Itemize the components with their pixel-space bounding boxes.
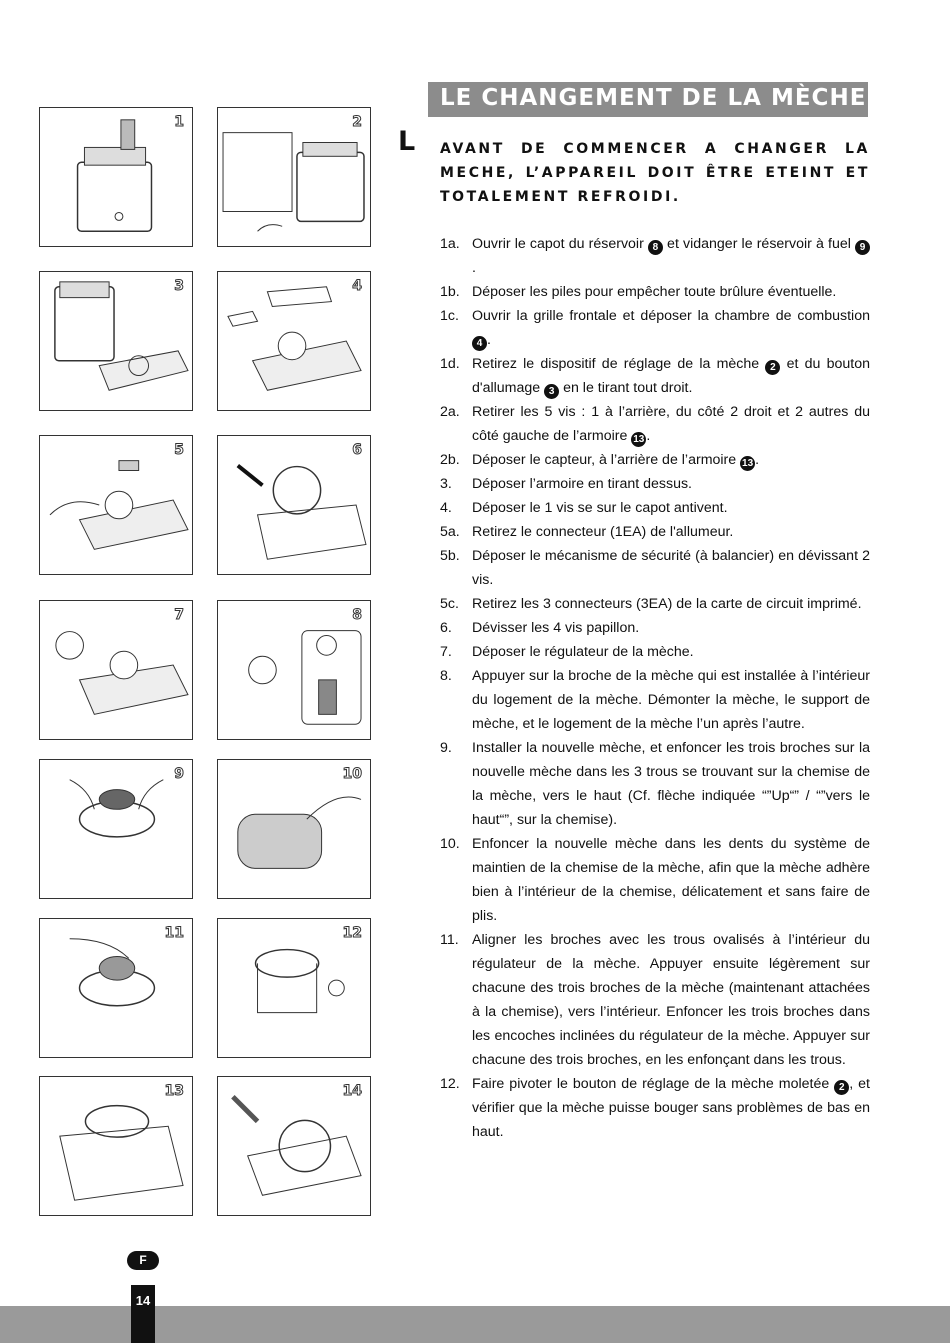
figure-number: 5: [174, 442, 184, 458]
figure-panel-2: [217, 107, 371, 247]
figure-panel-11: [39, 918, 193, 1058]
figure-number: 9: [174, 766, 184, 782]
step-text-part: Ouvrir le capot du réservoir: [472, 236, 648, 252]
step-text-part: Déposer le 1 vis se sur le capot antivent.: [472, 500, 728, 516]
step-text-part: Déposer le régulateur de la mèche.: [472, 644, 694, 660]
step-text: [472, 928, 870, 1072]
instruction-step: [440, 352, 870, 400]
language-badge: F: [127, 1251, 159, 1270]
step-text-part: Enfoncer la nouvelle mèche dans les dents du système de maintien de la chemise de la mèche, afin que la mèche adhère bien à l’intérieur de la chemise, délicatement et sans faire de plis.: [472, 836, 870, 924]
instruction-step: [440, 520, 870, 544]
step-text: [472, 592, 870, 616]
instruction-step: [440, 232, 870, 280]
step-label: 10.: [440, 836, 460, 852]
figure-number: 14: [342, 1083, 362, 1099]
step-label: 3.: [440, 476, 452, 492]
step-text-part: Faire pivoter le bouton de réglage de la mèche moletée: [472, 1076, 835, 1092]
step-label: 2a.: [440, 404, 460, 420]
step-text: [472, 232, 870, 280]
step-label: 2b.: [440, 452, 460, 468]
step-text-part: .: [646, 428, 651, 444]
part-number-badge: 13: [633, 434, 645, 445]
figure-panel-5: [39, 435, 193, 575]
step-text-part: Retirez les 3 connecteurs (3EA) de la carte de circuit imprimé.: [472, 596, 862, 612]
wick-parts-illustration: [218, 601, 370, 739]
instruction-step: [440, 544, 870, 592]
step-label: 1d.: [440, 356, 460, 372]
screw-removal-illustration: [218, 436, 370, 574]
wick-mechanism-illustration: [40, 601, 192, 739]
step-text-part: Dévisser les 4 vis papillon.: [472, 620, 640, 636]
step-label: 5b.: [440, 548, 460, 564]
instruction-step: [440, 1072, 870, 1144]
instruction-step: [440, 472, 870, 496]
step-text-part: Ouvrir la grille frontale et déposer la chambre de combustion: [472, 308, 870, 324]
part-number-badge: 4: [472, 336, 487, 351]
figure-number: 4: [352, 278, 362, 294]
part-number-badge: 2: [765, 360, 780, 375]
page-number-tab: [131, 1285, 155, 1343]
step-text-part: Déposer le capteur, à l’arrière de l’armoire: [472, 452, 741, 468]
step-text-part: Aligner les broches avec les trous ovalisés à l’intérieur du régulateur de la mèche. Appuyer ensuite légèrement sur chacune des trois broches de la mèche (maintenant attachées à la chemise), vers l’intérieur. Enfoncer les trois broches dans les encoches inclinées du régulateur de la mèche. Appuyer sur chacune des trois broches, en les enfonçant dans les trous.: [472, 932, 870, 1068]
part-number-badge: 2: [834, 1080, 849, 1095]
instruction-step: [440, 304, 870, 352]
figure-number: 8: [352, 607, 362, 623]
step-text-part: Déposer les piles pour empêcher toute brûlure éventuelle.: [472, 284, 837, 300]
step-text: [472, 280, 870, 304]
step-label: 6.: [440, 620, 452, 636]
heater-tank-removal-illustration: [40, 108, 192, 246]
figure-panel-7: [39, 600, 193, 740]
instruction-step: [440, 280, 870, 304]
figure-panel-12: [217, 918, 371, 1058]
step-text-part: Retirez le dispositif de réglage de la mèche: [472, 356, 766, 372]
step-text: [472, 400, 870, 448]
part-number-badge: 13: [742, 458, 754, 469]
figure-panel-8: [217, 600, 371, 740]
figure-number: 10: [342, 766, 362, 782]
step-label: 11.: [440, 932, 459, 948]
page-number: 14: [135, 1293, 151, 1308]
step-text-part: Appuyer sur la broche de la mèche qui est installée à l’intérieur du logement de la mèche. Démonter la mèche, le support de mèche, et le logement de la mèche l’un après l’autre.: [472, 668, 870, 732]
step-text-part: Retirez le connecteur (1EA) de l'allumeur.: [472, 524, 734, 540]
step-text: [472, 496, 870, 520]
step-text: [472, 520, 870, 544]
wick-removal-hands-illustration: [40, 760, 192, 898]
step-text: [472, 448, 870, 472]
step-text: [472, 544, 870, 592]
step-label: 5c.: [440, 596, 459, 612]
figure-number: 1: [174, 114, 184, 130]
instruction-step: [440, 664, 870, 736]
language-marker: L: [398, 126, 416, 157]
warning-text: AVANT DE COMMENCER A CHANGER LA MECHE, L’APPAREIL DOIT ÊTRE ETEINT ET TOTALEMENT REFROIDI.: [440, 141, 870, 205]
page-title: LE CHANGEMENT DE LA MÈCHE: [440, 85, 867, 111]
part-number-badge: 3: [544, 384, 559, 399]
instruction-step: [440, 640, 870, 664]
step-text-part: et vidanger le réservoir à fuel: [662, 236, 856, 252]
part-number-badge: 8: [648, 240, 663, 255]
step-label: 9.: [440, 740, 452, 756]
instruction-step: [440, 928, 870, 1072]
figure-panel-1: [39, 107, 193, 247]
figure-number: 3: [174, 278, 184, 294]
section-title-bar: [428, 82, 868, 117]
battery-removal-illustration: [218, 108, 370, 246]
cabinet-removal-illustration: [218, 272, 370, 410]
step-label: 12.: [440, 1076, 460, 1092]
step-label: 5a.: [440, 524, 460, 540]
step-text: [472, 472, 870, 496]
step-text-part: .: [487, 332, 491, 348]
step-text: [472, 664, 870, 736]
instruction-step: [440, 736, 870, 832]
step-text: [472, 1072, 870, 1144]
instruction-step: [440, 400, 870, 448]
part-number-badge: 9: [855, 240, 870, 255]
instruction-list: [440, 232, 870, 1144]
step-label: 7.: [440, 644, 452, 660]
step-text-part: et du bouton d'allumage: [472, 356, 870, 396]
step-text-part: Installer la nouvelle mèche, et enfoncer les trois broches sur la nouvelle mèche dans les 3 trous se trouvant sur la chemise de la mèche, vers le haut (Cf. flèche indiquée “”Up“” / “”vers le haut“”, sur la chemise).: [472, 740, 870, 828]
instruction-step: [440, 832, 870, 928]
step-text-part: .: [472, 260, 476, 276]
figure-panel-6: [217, 435, 371, 575]
figure-number: 6: [352, 442, 362, 458]
figure-panel-13: [39, 1076, 193, 1216]
figure-panel-3: [39, 271, 193, 411]
step-text: [472, 640, 870, 664]
combustion-chamber-removal-illustration: [40, 272, 192, 410]
step-text-part: .: [755, 452, 760, 468]
step-text: [472, 736, 870, 832]
figure-panel-14: [217, 1076, 371, 1216]
figure-panel-10: [217, 759, 371, 899]
step-label: 8.: [440, 668, 452, 684]
figure-number: 11: [164, 925, 184, 941]
figure-number: 12: [342, 925, 362, 941]
figure-number: 13: [164, 1083, 184, 1099]
step-text: [472, 616, 870, 640]
step-label: 1c.: [440, 308, 459, 324]
step-text-part: en le tirant tout droit.: [559, 380, 693, 396]
figure-number: 2: [352, 114, 362, 130]
step-text-part: , et vérifier que la mèche puisse bouger sans problèmes de bas en haut.: [472, 1076, 870, 1140]
step-text-part: Retirer les 5 vis : 1 à l’arrière, du côté 2 droit et 2 autres du côté gauche de l’armoire: [472, 404, 870, 444]
step-label: 1a.: [440, 236, 460, 252]
instruction-step: [440, 616, 870, 640]
instruction-step: [440, 496, 870, 520]
instruction-step: [440, 592, 870, 616]
step-text: [472, 304, 870, 352]
sensor-removal-illustration: [40, 436, 192, 574]
figure-panel-4: [217, 271, 371, 411]
step-label: 4.: [440, 500, 452, 516]
figure-panel-9: [39, 759, 193, 899]
step-label: 1b.: [440, 284, 460, 300]
step-text-part: Déposer l’armoire en tirant dessus.: [472, 476, 693, 492]
figure-number: 7: [174, 607, 184, 623]
step-text: [472, 352, 870, 400]
step-text-part: Déposer le mécanisme de sécurité (à balancier) en dévissant 2 vis.: [472, 548, 870, 588]
step-text: [472, 832, 870, 928]
instruction-step: [440, 448, 870, 472]
